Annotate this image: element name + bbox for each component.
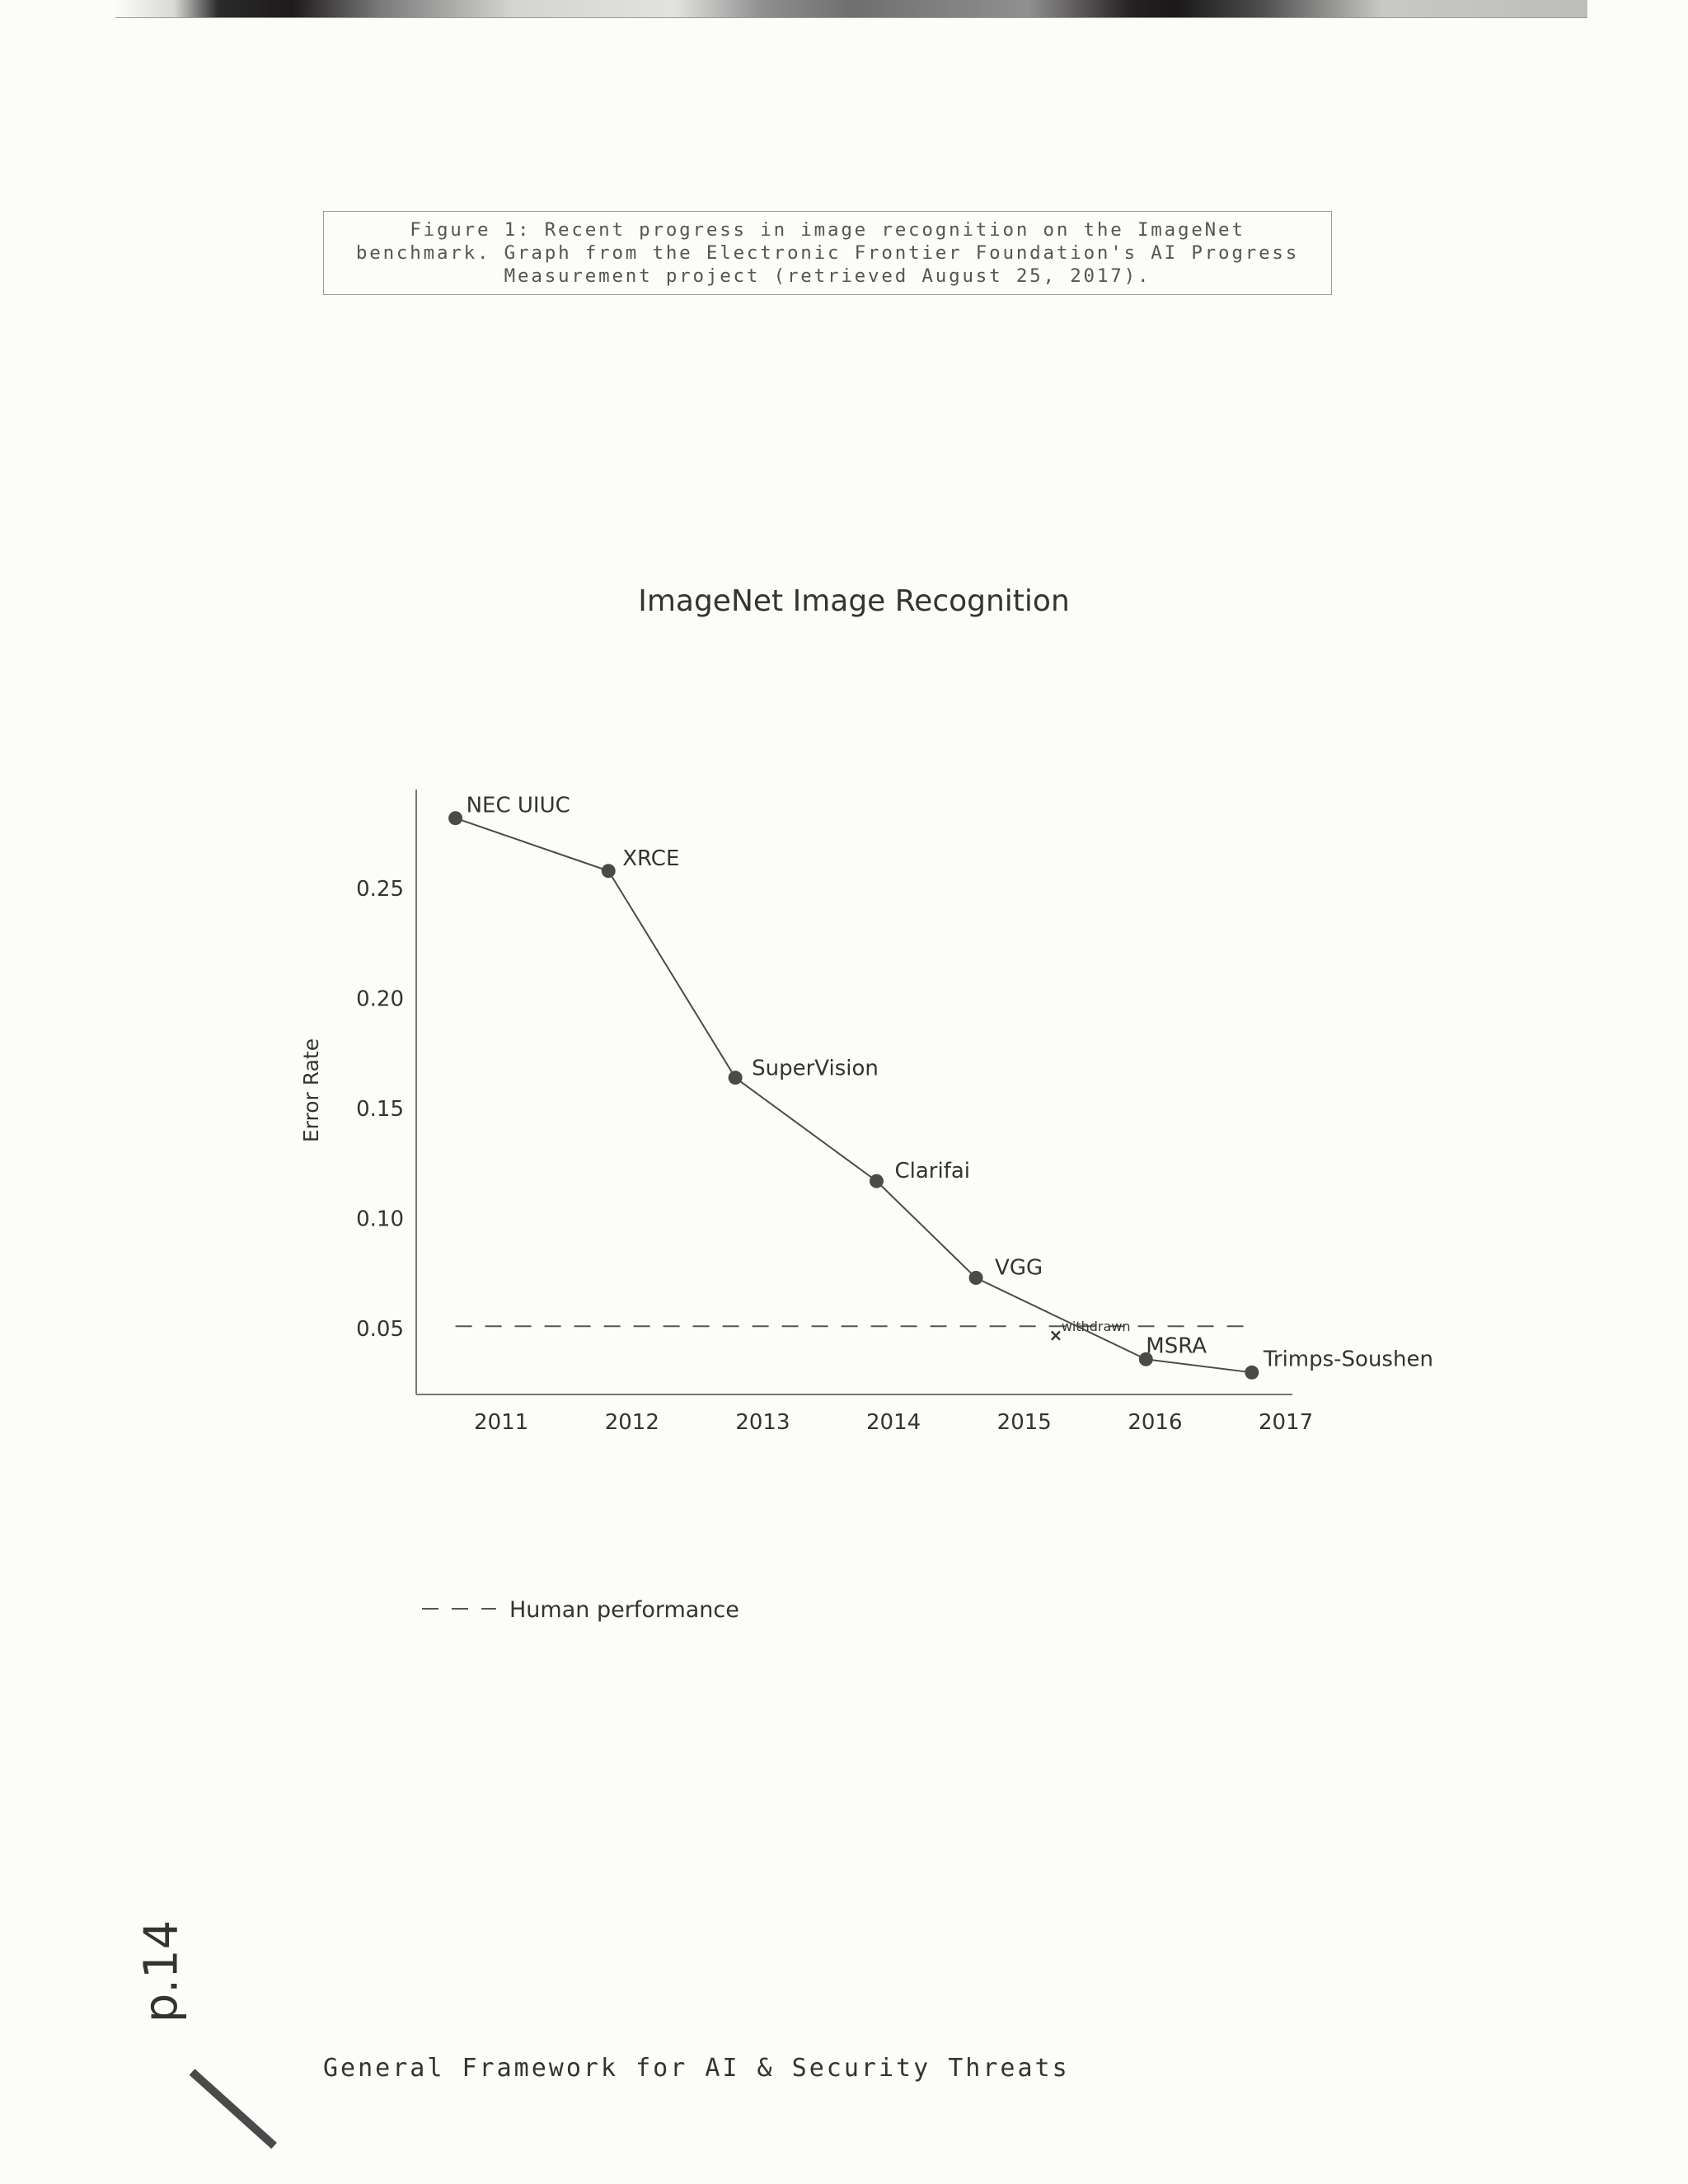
x-tick-label: 2016 (1128, 1410, 1183, 1435)
data-label-msra: MSRA (1146, 1333, 1207, 1359)
data-label-trimps-soushen: Trimps-Soushen (1263, 1347, 1433, 1372)
data-label-xrce: XRCE (622, 846, 680, 871)
withdrawn-label: withdrawn (1061, 1318, 1131, 1334)
error-rate-line (456, 818, 1252, 1373)
data-point-supervision (729, 1071, 743, 1085)
y-tick-label: 0.15 (356, 1097, 404, 1122)
data-markers (448, 811, 1259, 1380)
x-tick-label: 2012 (604, 1410, 659, 1435)
withdrawn-x-mark: × (1048, 1324, 1063, 1345)
data-label-clarifai: Clarifai (894, 1159, 971, 1184)
y-axis-label: Error Rate (299, 1038, 323, 1143)
y-tick-label: 0.20 (356, 987, 404, 1012)
figure-caption: Figure 1: Recent progress in image recognition on the ImageNet benchmark. Graph from the Electronic Frontier Foundation's AI Progress Measurement project (retrieved August 25, 2017). (355, 219, 1300, 287)
y-tick-labels (356, 877, 404, 1342)
y-tick-label: 0.25 (356, 877, 404, 902)
legend-label-human-performance: Human performance (509, 1597, 739, 1623)
data-point-trimps-soushen (1245, 1366, 1259, 1380)
x-tick-label: 2011 (474, 1410, 529, 1435)
data-labels (467, 794, 1433, 1372)
data-label-supervision: SuperVision (752, 1056, 879, 1081)
data-point-nec-uiuc (448, 811, 462, 825)
x-tick-label: 2017 (1258, 1410, 1314, 1435)
data-point-xrce (602, 864, 616, 878)
chart-legend (422, 1597, 739, 1623)
y-tick-label: 0.05 (356, 1316, 404, 1342)
footer-title: General Framework for AI & Security Threats (323, 2054, 1070, 2083)
withdrawn-marker (1048, 1319, 1130, 1345)
x-tick-label: 2014 (866, 1410, 921, 1435)
chart-title: ImageNet Image Recognition (638, 584, 1070, 618)
data-label-nec-uiuc: NEC UIUC (466, 793, 570, 818)
data-point-clarifai (870, 1174, 884, 1188)
y-tick-label: 0.10 (356, 1207, 404, 1232)
data-label-vgg: VGG (995, 1255, 1043, 1281)
x-tick-labels (474, 1410, 1313, 1435)
x-tick-label: 2015 (996, 1410, 1052, 1435)
data-point-vgg (969, 1271, 983, 1285)
page-number: p.14 (134, 1919, 189, 2023)
x-tick-label: 2013 (735, 1410, 790, 1435)
